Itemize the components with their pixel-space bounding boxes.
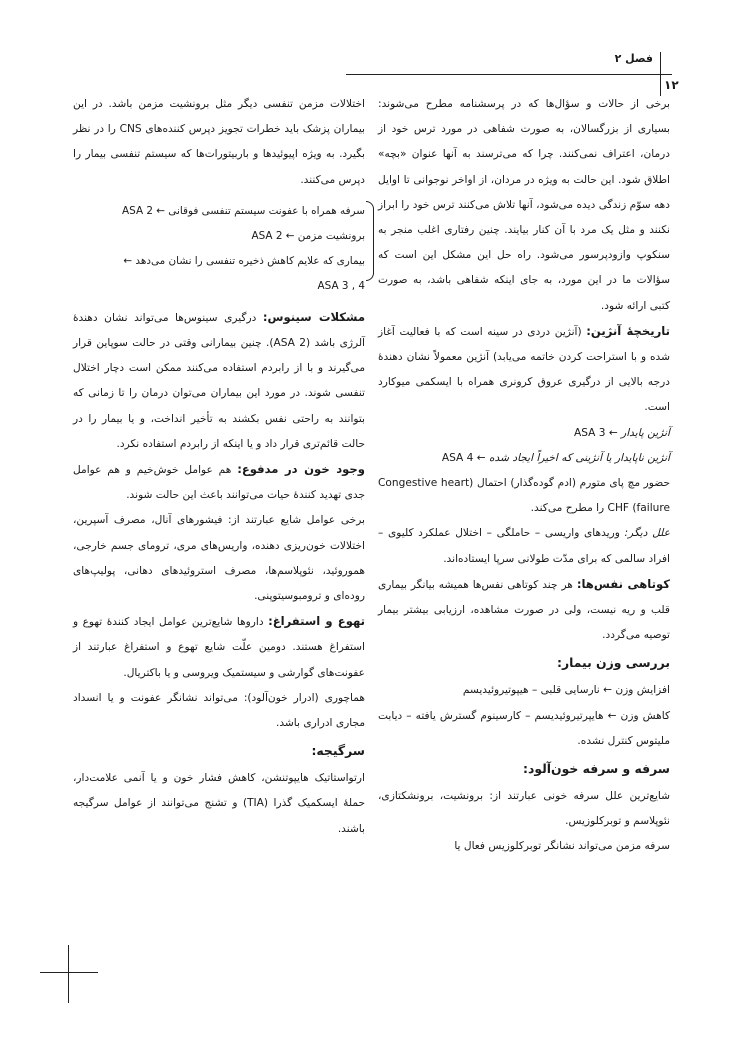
bracket-line-1: سرفه همراه با عفونت سیستم تنفسی فوقانی ← ASA 2 bbox=[122, 204, 365, 217]
nausea-heading: تهوع و استفراغ: bbox=[268, 614, 365, 629]
vertigo-paragraph: ارتواستاتیک هایپوتنشن، کاهش فشار خون و یا آنمی علامت‌دار، حملهٔ ایسکمیک گذرا (TIA) و تشنج می‌توانند از عوامل سرگیجه باشند. bbox=[73, 772, 365, 835]
crop-mark-vertical bbox=[68, 945, 69, 1003]
dyspnea-paragraph bbox=[378, 572, 670, 649]
bracket-line-2: برونشیت مزمن ← ASA 2 bbox=[251, 229, 365, 242]
blood-stool-heading: وجود خون در مدفوع: bbox=[237, 462, 365, 477]
unstable-angina-label: آنژین ناپایدار یا آنژینی که اخیراً ایجاد شده bbox=[489, 451, 670, 464]
other-causes-label: علل دیگر: bbox=[624, 527, 670, 540]
weight-heading: بررسی وزن بیمار: bbox=[556, 655, 670, 671]
angina-paragraph bbox=[378, 319, 670, 421]
stable-angina-line bbox=[378, 421, 670, 446]
nausea-text: داروها شایع‌ترین عوامل ایجاد کنندهٔ تهوع و استفراغ هستند. دومین علّت شایع تهوع و استفراغ عبارتند از عفونت‌های گوارشی و سیستمیک ویروسی و یا باکتریال. bbox=[73, 616, 365, 679]
brace-icon bbox=[366, 201, 374, 281]
causes-paragraph: برخی عوامل شایع عبارتند از: فیشورهای آنال، مصرف آسپرین، اختلالات خون‌ریزی دهنده، واریس‌های مری، ترومای جسم خارجی، هموروئید، نئوپلاسم‌ها، مصرف استروئیدهای دهانی، پولیپ‌های روده‌ای و ترومبوسیتوپنی. bbox=[73, 514, 365, 603]
blood-stool-text: هم عوامل خوش‌خیم و هم عوامل جدی تهدید کنندهٔ حیات می‌توانند باعث این حالت شوند. bbox=[73, 464, 365, 502]
continuation-paragraph: اختلالات مزمن تنفسی دیگر مثل برونشیت مزمن باشد. در این بیماران پزشک باید خطرات تجویز دپرس کننده‌های CNS را در نظر بگیرد. به ویژه اپیوئیدها و باربیتورات‌ها که سیستم تنفسی بیمار را دپرس می‌کنند. bbox=[73, 98, 365, 186]
intro-paragraph: برخی از حالات و سؤال‌ها که در پرسشنامه مطرح می‌شوند: بسیاری از بزرگسالان، به صورت شفاهی در مورد ترس خود از درمان، اعتراف نمی‌کنند. چرا که می‌ترسند به آنها عنوان «بچه» اطلاق شود. این حالت به ویژه در مردان، از اواخر نوجوانی تا اوایل دهه سوّم زندگی دیده می‌شود، آنها تلاش می‌کنند ترس خود را ابراز نکنند و مثل یک مرد با آن کنار بیایند. چنین رفتاری اغلب منجر به سنکوپ وازودپرسور می‌شود. راه حل این مشکل این است که سؤالات ما در این مورد، به جای اینکه شفاهی باشد، به صورت کتبی ارائه شود. bbox=[378, 98, 670, 312]
chf-paragraph: حضور مچ پای متورم (ادم گوده‌گذار) احتمال (Congestive heart failure) CHF را مطرح می‌کند. bbox=[378, 477, 671, 515]
header-rule bbox=[346, 74, 672, 75]
other-causes-text: وریدهای واریسی – حاملگی – اختلال عملکرد کلیوی – افراد سالمی که برای مدّت طولانی سرپا ایستاده‌اند. bbox=[378, 527, 670, 565]
sinus-heading: مشکلات سینوس: bbox=[262, 309, 366, 324]
other-causes-paragraph bbox=[378, 521, 670, 571]
vertigo-heading: سرگیجه: bbox=[311, 743, 365, 759]
arrow-icon: ← bbox=[476, 451, 486, 464]
crop-mark-horizontal bbox=[40, 972, 98, 973]
unstable-angina-line bbox=[378, 446, 670, 471]
nausea-paragraph bbox=[73, 609, 365, 686]
dyspnea-heading: کوتاهی نفس‌ها: bbox=[576, 576, 670, 591]
page-number: ۱۲ bbox=[664, 78, 679, 92]
weight-gain-line: افزایش وزن ← نارسایی قلبی – هیپوتیروئیدیسم bbox=[462, 684, 670, 697]
chronic-cough-paragraph: سرفه مزمن می‌تواند نشانگر توبرکلوزیس فعال یا bbox=[454, 840, 670, 853]
left-column bbox=[73, 92, 365, 842]
bracket-line-4: ASA 3 , 4 bbox=[317, 279, 365, 292]
header-vertical-rule bbox=[660, 52, 661, 96]
cough-paragraph: شایع‌ترین علل سرفه خونی عبارتند از: برونشیت، برونشکتازی، نئوپلاسم و توبرکلوزیس. bbox=[378, 790, 670, 828]
stable-angina-asa: ASA 3 bbox=[573, 426, 606, 439]
stable-angina-label: آنژین پایدار bbox=[621, 426, 670, 439]
unstable-angina-asa: ASA 4 bbox=[441, 451, 474, 464]
dyspnea-text: هر چند کوتاهی نفس‌ها همیشه بیانگر بیماری قلب و ریه نیست، ولی در صورت مشاهده، ارزیابی بیشتر بیمار توصیه می‌گردد. bbox=[378, 578, 670, 642]
cough-heading: سرفه و سرفه خون‌آلود: bbox=[523, 761, 670, 777]
right-column bbox=[378, 92, 670, 860]
chapter-title: فصل ۲ bbox=[614, 52, 653, 65]
sinus-text: درگیری سینوس‌ها می‌تواند نشان دهندهٔ آلرژی باشد (ASA 2). چنین بیمارانی وقتی در حالت سوپاین قرار می‌گیرند و با از رابردم استفاده می‌کنند ممکن است دچار اختلال تنفسی شوند. در مورد این بیماران می‌توان درمان را تا زمانی که بتوانند به راحتی نفس بکشند به تأخیر انداخت، و یا بیمار را در حالت قائم‌تری قرار داد و یا اینکه از رابردم استفاده نکرد. bbox=[73, 311, 365, 450]
sinus-paragraph bbox=[73, 305, 365, 457]
angina-heading: تاریخچهٔ آنژین: bbox=[586, 323, 670, 338]
weight-loss-line: کاهش وزن ← هایپرتیروئیدیسم – کارسینوم گسترش یافته – دیابت ملیتوس کنترل نشده. bbox=[378, 709, 670, 747]
hematuria-paragraph: هماچوری (ادرار خون‌آلود): می‌تواند نشانگر عفونت و یا انسداد مجاری ادراری باشد. bbox=[73, 691, 365, 730]
bracket-line-3: بیماری که علایم کاهش ذخیره تنفسی را نشان می‌دهد ← bbox=[123, 254, 365, 267]
blood-stool-paragraph bbox=[73, 457, 365, 508]
arrow-icon: ← bbox=[608, 426, 618, 439]
angina-text: (آنژین دردی در سینه است که با فعالیت آغاز شده و با استراحت کردن خاتمه می‌یابد) آنژین معمولاً نشان دهندهٔ درجه بالایی از درگیری عروق کرونری همراه با ایسکمی میوکارد است. bbox=[378, 325, 670, 414]
asa-bracket-list bbox=[73, 199, 365, 299]
